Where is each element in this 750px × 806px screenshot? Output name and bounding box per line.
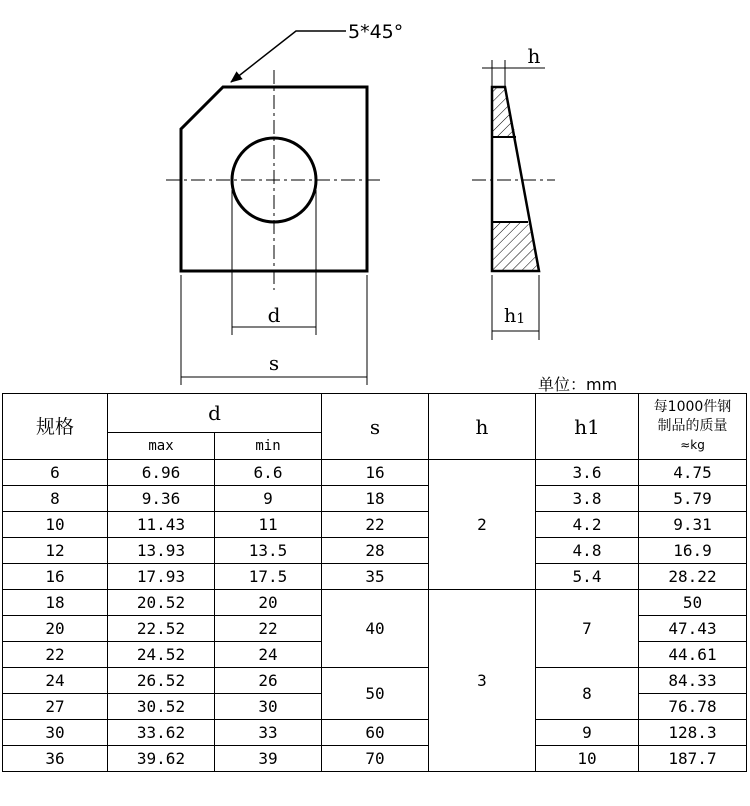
cell-spec: 16 [3, 564, 108, 590]
cell-mass: 28.22 [639, 564, 747, 590]
d-dimension-label: d [267, 303, 281, 327]
cell-h1: 3.6 [536, 460, 639, 486]
s-dimension-label: s [268, 351, 280, 375]
specification-table [2, 393, 747, 772]
cell-spec: 10 [3, 512, 108, 538]
front-view [166, 21, 403, 385]
cell-spec: 8 [3, 486, 108, 512]
cell-spec: 18 [3, 590, 108, 616]
cell-mass: 128.3 [639, 720, 747, 746]
cell-dmin: 26 [215, 668, 322, 694]
cell-s: 16 [322, 460, 429, 486]
header-d: d [108, 394, 322, 433]
cell-spec: 20 [3, 616, 108, 642]
mass-header-line2: 制品的质量 [657, 418, 728, 434]
table-row [3, 486, 747, 512]
table-row [3, 564, 747, 590]
cell-mass: 16.9 [639, 538, 747, 564]
cell-spec: 27 [3, 694, 108, 720]
cell-spec: 6 [3, 460, 108, 486]
cell-spec: 12 [3, 538, 108, 564]
cell-dmax: 6.96 [108, 460, 215, 486]
cell-dmin: 24 [215, 642, 322, 668]
unit-label: 单位：mm [538, 375, 618, 394]
cell-mass: 4.75 [639, 460, 747, 486]
cell-dmin: 13.5 [215, 538, 322, 564]
cell-dmax: 26.52 [108, 668, 215, 694]
cell-h1: 8 [536, 668, 639, 720]
mass-header-line1: 每1000件钢 [653, 399, 732, 415]
cell-dmax: 33.62 [108, 720, 215, 746]
cell-h: 3 [429, 590, 536, 772]
table-row [3, 720, 747, 746]
cell-h1: 3.8 [536, 486, 639, 512]
cell-s: 70 [322, 746, 429, 772]
cell-spec: 22 [3, 642, 108, 668]
header-h1: h1 [536, 394, 639, 460]
cell-dmax: 9.36 [108, 486, 215, 512]
chamfer-label: 5*45° [348, 21, 404, 43]
cell-s: 22 [322, 512, 429, 538]
cell-s: 60 [322, 720, 429, 746]
cell-dmax: 11.43 [108, 512, 215, 538]
cell-mass: 76.78 [639, 694, 747, 720]
cell-s: 28 [322, 538, 429, 564]
cell-dmin: 17.5 [215, 564, 322, 590]
h-dimension-label: h [527, 44, 541, 68]
cell-dmax: 24.52 [108, 642, 215, 668]
cell-spec: 30 [3, 720, 108, 746]
table-row [3, 668, 747, 694]
cell-dmax: 39.62 [108, 746, 215, 772]
cell-dmin: 39 [215, 746, 322, 772]
header-mass [639, 394, 747, 460]
table-row [3, 746, 747, 772]
cell-dmax: 13.93 [108, 538, 215, 564]
header-d-min: min [215, 433, 322, 460]
table-header-row [3, 394, 747, 433]
cell-mass: 47.43 [639, 616, 747, 642]
cell-s: 35 [322, 564, 429, 590]
cell-s: 50 [322, 668, 429, 720]
cell-dmin: 6.6 [215, 460, 322, 486]
cell-s: 18 [322, 486, 429, 512]
header-spec: 规格 [3, 394, 108, 460]
header-s: s [322, 394, 429, 460]
cell-h1: 4.8 [536, 538, 639, 564]
cell-dmax: 17.93 [108, 564, 215, 590]
table-row [3, 590, 747, 616]
cell-dmin: 22 [215, 616, 322, 642]
cell-mass: 187.7 [639, 746, 747, 772]
cell-mass: 50 [639, 590, 747, 616]
cell-spec: 36 [3, 746, 108, 772]
table-row [3, 538, 747, 564]
header-d-max: max [108, 433, 215, 460]
cell-h1: 10 [536, 746, 639, 772]
cell-dmax: 22.52 [108, 616, 215, 642]
chamfer-leader [231, 31, 346, 82]
cell-mass: 44.61 [639, 642, 747, 668]
cell-dmin: 11 [215, 512, 322, 538]
cell-h1: 9 [536, 720, 639, 746]
cell-dmin: 33 [215, 720, 322, 746]
h1-label-sub: 1 [516, 311, 526, 327]
h1-label-main: h [504, 305, 517, 327]
cell-h: 2 [429, 460, 536, 590]
cell-dmin: 30 [215, 694, 322, 720]
cell-mass: 9.31 [639, 512, 747, 538]
h1-dimension-label [504, 305, 525, 327]
cell-mass: 5.79 [639, 486, 747, 512]
cell-dmin: 9 [215, 486, 322, 512]
table-row [3, 512, 747, 538]
cell-spec: 24 [3, 668, 108, 694]
cell-dmin: 20 [215, 590, 322, 616]
header-h: h [429, 394, 536, 460]
table-row [3, 460, 747, 486]
cell-dmax: 20.52 [108, 590, 215, 616]
cell-dmax: 30.52 [108, 694, 215, 720]
cell-h1: 4.2 [536, 512, 639, 538]
cell-h1: 7 [536, 590, 639, 668]
washer-technical-drawing [0, 0, 750, 392]
side-view [472, 44, 555, 340]
cell-h1: 5.4 [536, 564, 639, 590]
cell-s: 40 [322, 590, 429, 668]
cell-mass: 84.33 [639, 668, 747, 694]
mass-header-line3: ≈kg [680, 438, 705, 452]
